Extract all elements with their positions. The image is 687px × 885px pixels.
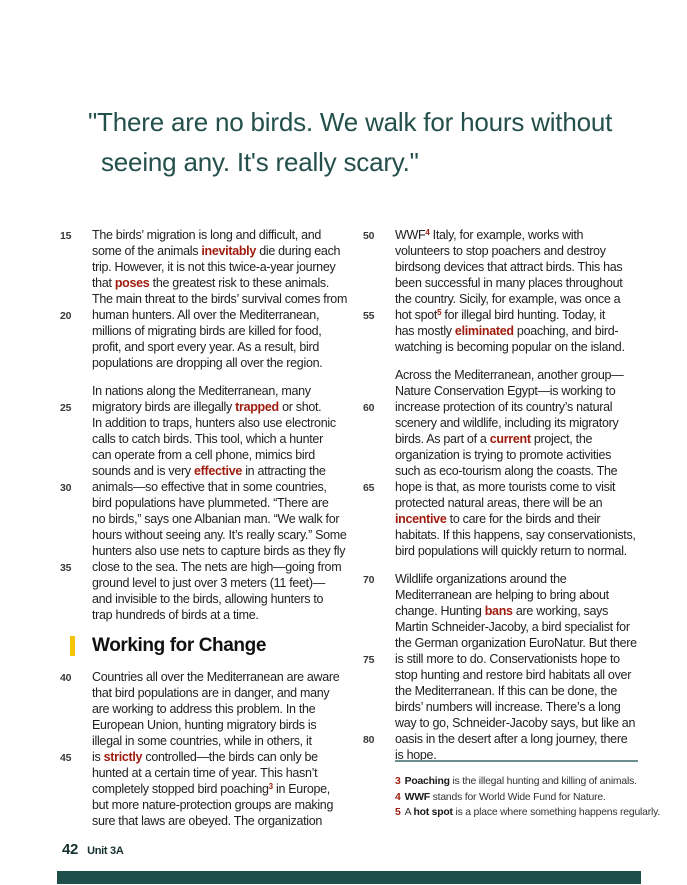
line-text: hot spot$^5$ for illegal bird hunting. Today, it [395,308,606,322]
unit-label: Unit 3A [87,845,124,857]
text-line [363,463,668,479]
line-text: some of the animals inevitably die during each [92,244,341,258]
line-text: such as eco-tourism along the coasts. The [395,464,618,478]
line-number [363,339,395,355]
line-text: is strictly controlled—the birds can only be [92,750,318,764]
line-number [60,511,92,527]
line-text: is still more to do. Conservationists hope to [395,652,620,666]
text-line [60,431,350,447]
line-number [363,715,395,731]
line-text: Mediterranean are helping to bring about [395,588,609,602]
text-line [60,383,350,399]
line-text: birds’ numbers will increase. There’s a long [395,700,621,714]
line-text: profit, and sport every year. As a result, bird [92,340,319,354]
line-number [60,275,92,291]
paragraph [60,383,350,623]
line-text: animals—so effective that in some countries, [92,480,327,494]
footnote-number: 3 [395,776,401,787]
text-line [363,291,668,307]
text-line [60,733,350,749]
left-column [60,227,350,841]
line-text: increase protection of its country’s natural [395,400,613,414]
line-number [363,543,395,559]
line-number [363,431,395,447]
text-line [363,571,668,587]
line-number [60,607,92,623]
text-line [60,307,350,323]
text-line [363,699,668,715]
line-number [363,699,395,715]
line-number [60,733,92,749]
line-number [60,355,92,371]
footnote-text: Poaching is the illegal hunting and killing of animals. [404,776,637,787]
line-number [60,259,92,275]
line-text: organization is trying to promote activities [395,448,612,462]
page-number: 42 [62,841,79,858]
line-text: millions of migrating birds are killed for food, [92,324,322,338]
line-number [363,275,395,291]
line-text: European Union, hunting migratory birds is [92,718,317,732]
paragraph [60,227,350,371]
line-number [60,431,92,447]
text-line [363,227,668,243]
text-line [363,479,668,495]
line-number [60,543,92,559]
text-line [363,667,668,683]
line-text: hunted at a certain time of year. This hasn’t [92,766,318,780]
line-number [363,511,395,527]
heading-accent-bar [70,636,75,656]
text-line [363,259,668,275]
line-text: In nations along the Mediterranean, many [92,384,311,398]
bottom-accent-bar [57,871,641,884]
line-number [60,383,92,399]
text-line [363,511,668,527]
line-number [60,339,92,355]
line-text: ground level to just over 3 meters (11 feet)— [92,576,325,590]
line-number [363,463,395,479]
line-text: Nature Conservation Egypt—is working to [395,384,616,398]
paragraph [60,669,350,829]
text-line [60,323,350,339]
text-line [60,527,350,543]
line-text: Wildlife organizations around the [395,572,567,586]
line-text: The birds’ migration is long and difficult, and [92,228,322,242]
text-line [60,259,350,275]
footnote [395,790,645,806]
line-number: 70 [363,574,375,586]
text-line [60,227,350,243]
line-number: 35 [60,562,72,574]
line-number [363,635,395,651]
text-line [60,415,350,431]
text-line [363,619,668,635]
text-line [60,797,350,813]
line-text: the country. Sicily, for example, was once a [395,292,621,306]
line-number [363,243,395,259]
line-number [60,685,92,701]
right-column [363,227,668,841]
line-text: protected natural areas, there will be an [395,496,603,510]
text-line [60,765,350,781]
text-line [60,575,350,591]
line-number [363,587,395,603]
line-text: scenery and wildlife, including its migratory [395,416,619,430]
text-line [363,495,668,511]
pull-quote-line-1: "There are no birds. We walk for hours without [88,107,613,137]
text-line [60,813,350,829]
text-line [60,291,350,307]
text-line [363,307,668,323]
text-line [363,651,668,667]
line-text: no birds,” says one Albanian man. “We walk for [92,512,340,526]
text-line [363,527,668,543]
line-number [60,243,92,259]
line-number: 15 [60,230,72,242]
text-line [60,669,350,685]
text-line [363,399,668,415]
line-number [60,701,92,717]
text-line [363,683,668,699]
text-line [60,463,350,479]
line-text: watching is becoming popular on the island. [395,340,625,354]
line-number: 55 [363,310,375,322]
text-line [60,355,350,371]
line-text: can operate from a cell phone, mimics bird [92,448,315,462]
line-number [363,259,395,275]
text-line [363,715,668,731]
text-line [60,717,350,733]
line-number [363,367,395,383]
text-line [60,399,350,415]
line-text: birds. As part of a current project, the [395,432,593,446]
paragraph [363,367,668,559]
footnote-text: WWF stands for World Wide Fund for Nature. [404,791,606,803]
text-line [363,447,668,463]
line-text: is hope. [395,748,437,762]
line-text: close to the sea. The nets are high—going from [92,560,342,574]
line-number [363,447,395,463]
text-line [60,479,350,495]
text-line [363,543,668,559]
page-footer [62,841,124,858]
line-text: Across the Mediterranean, another group— [395,368,624,382]
text-line [60,559,350,575]
text-line [363,603,668,619]
line-number [363,683,395,699]
line-number [60,797,92,813]
line-number [363,383,395,399]
reading-passage [60,227,670,841]
line-number [60,765,92,781]
line-text: been successful in many places throughout [395,276,623,290]
text-line [60,275,350,291]
line-text: stop hunting and restore bird habitats all over [395,668,632,682]
line-text: calls to catch birds. This tool, which a hunter [92,432,323,446]
line-text: hunters also use nets to capture birds as they fly [92,544,346,558]
text-line [60,607,350,623]
line-number [60,323,92,339]
line-number [60,781,92,797]
pull-quote-line-2: seeing any. It's really scary." [101,147,419,177]
text-line [363,587,668,603]
text-line [60,781,350,797]
line-text: The main threat to the birds’ survival comes from [92,292,348,306]
line-number [60,575,92,591]
line-number: 40 [60,672,72,684]
text-line [363,323,668,339]
line-text: sure that laws are obeyed. The organization [92,814,323,828]
footnote-list [395,774,661,821]
line-text: habitats. If this happens, say conservationists, [395,528,636,542]
line-number [60,447,92,463]
line-number [363,323,395,339]
line-text: hope is that, as more tourists come to visit [395,480,616,494]
text-line [363,415,668,431]
line-text: change. Hunting bans are working, says [395,604,609,618]
line-text: the Mediterranean. If this can be done, the [395,684,617,698]
text-line [60,339,350,355]
line-text: the German organization EuroNatur. But there [395,636,637,650]
line-text: trip. However, it is not this twice-a-year journey [92,260,336,274]
text-line [60,511,350,527]
line-number [363,495,395,511]
pull-quote [88,102,612,182]
line-number: 60 [363,402,375,414]
text-line [60,701,350,717]
footnote-text: A hot spot is a place where something happens regularly. [404,807,661,818]
line-number [60,813,92,829]
line-number [60,291,92,307]
text-line [363,367,668,383]
line-number [60,415,92,431]
line-text: has mostly eliminated poaching, and bird- [395,324,619,338]
section-heading [60,635,350,657]
line-text: that bird populations are in danger, and many [92,686,330,700]
line-number: 20 [60,310,72,322]
line-text: In addition to traps, hunters also use electronic [92,416,336,430]
line-number [363,415,395,431]
line-text: that poses the greatest risk to these animals. [92,276,330,290]
line-text: WWF$^4$ Italy, for example, works with [395,228,584,242]
line-text: are working to address this problem. In the [92,702,316,716]
line-text: oasis in the desert after a long journey, there [395,732,628,746]
text-line [363,339,668,355]
line-number: 30 [60,482,72,494]
text-line [60,243,350,259]
line-number [60,463,92,479]
text-line [363,275,668,291]
line-number [363,291,395,307]
line-number [60,717,92,733]
line-text: and invisible to the birds, allowing hunters to [92,592,324,606]
text-line [60,591,350,607]
line-text: volunteers to stop poachers and destroy [395,244,606,258]
line-number [363,603,395,619]
line-text: but more nature-protection groups are making [92,798,334,812]
text-line [60,685,350,701]
line-number [363,747,395,763]
line-number: 25 [60,402,72,414]
line-number [60,527,92,543]
text-line [60,447,350,463]
footnote-number: 4 [395,791,401,803]
line-text: Countries all over the Mediterranean are aware [92,670,340,684]
line-number [363,527,395,543]
paragraph [363,571,668,763]
text-line [60,543,350,559]
footnote-divider [395,760,638,762]
line-text: migratory birds are illegally trapped or shot. [92,400,322,414]
footnote-number: 5 [395,807,401,818]
line-number: 45 [60,752,72,764]
line-number [60,591,92,607]
line-number [363,619,395,635]
text-line [363,731,668,747]
line-number: 50 [363,230,375,242]
paragraph [363,227,668,355]
line-number: 65 [363,482,375,494]
footnote [395,774,645,790]
line-text: illegal in some countries, while in others, it [92,734,312,748]
line-number [363,667,395,683]
footnotes-block [395,760,661,821]
line-number: 75 [363,654,375,666]
line-text: incentive to care for the birds and their [395,512,601,526]
text-line [363,243,668,259]
line-text: sounds and is very effective in attracting the [92,464,326,478]
line-text: populations are dropping all over the region. [92,356,323,370]
text-line [363,635,668,651]
line-text: hours without seeing any. It’s really scary.” Some [92,528,347,542]
line-text: bird populations have plummeted. “There are [92,496,329,510]
line-text: birdsong devices that attract birds. This has [395,260,623,274]
line-number [60,495,92,511]
line-text: completely stopped bird poaching$^3$ in Europe, [92,782,330,796]
line-text: way to go, Schneider-Jacoby says, but like an [395,716,636,730]
section-heading-text: Working for Change [92,635,267,656]
line-text: bird populations will quickly return to normal. [395,544,627,558]
line-text: human hunters. All over the Mediterranean, [92,308,320,322]
line-number: 80 [363,734,375,746]
text-line [363,431,668,447]
line-text: trap hundreds of birds at a time. [92,608,259,622]
text-line [60,495,350,511]
text-line [363,383,668,399]
line-text: Martin Schneider-Jacoby, a bird specialist for [395,620,630,634]
footnote [395,805,661,821]
text-line [60,749,350,765]
